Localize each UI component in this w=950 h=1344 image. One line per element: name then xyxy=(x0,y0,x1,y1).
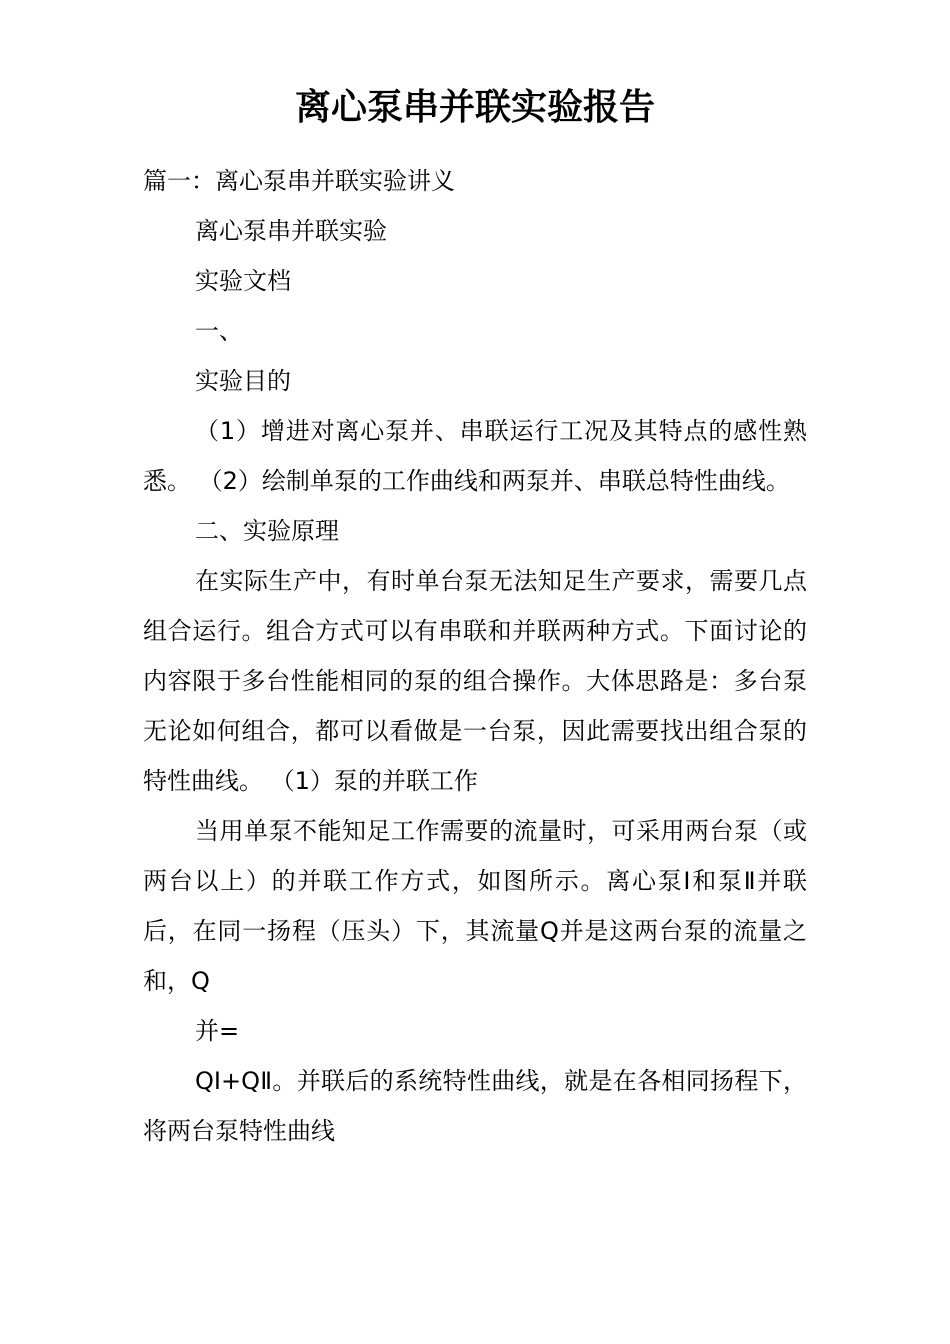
paragraph-formula-part1: 并= xyxy=(195,1017,240,1045)
paragraph-doc-label: 实验文档 xyxy=(195,267,291,295)
paragraph-subtitle: 离心泵串并联实验 xyxy=(195,217,387,245)
paragraph-heading-principle: 二、实验原理 xyxy=(195,517,339,545)
paragraph-principle-body: 在实际生产中，有时单台泵无法知足生产要求，需要几点组合运行。组合方式可以有串联和并联两种方式。下面讨论的内容限于多台性能相同的泵的组合操作。大体思路是：多台泵无论如何组合，都可以看做是一台泵，因此需要找出组合泵的特性曲线。 （1）泵的并联工作 xyxy=(143,567,807,795)
paragraph-section-heading: 篇一：离心泵串并联实验讲义 xyxy=(143,167,455,195)
paragraph-section-number: 一、 xyxy=(195,317,243,345)
document-body xyxy=(143,156,807,1156)
document-title: 离心泵串并联实验报告 xyxy=(294,86,655,128)
paragraph-heading-purpose: 实验目的 xyxy=(195,367,291,395)
paragraph-parallel-body: 当用单泵不能知足工作需要的流量时，可采用两台泵（或两台以上）的并联工作方式，如图所示。离心泵Ⅰ和泵Ⅱ并联后，在同一扬程（压头）下，其流量Q并是这两台泵的流量之和，Q xyxy=(143,817,807,995)
paragraph-formula-part2: QI+QⅡ。并联后的系统特性曲线，就是在各相同扬程下，将两台泵特性曲线 xyxy=(143,1067,807,1145)
paragraph-purpose-body: （1）增进对离心泵并、串联运行工况及其特点的感性熟悉。 （2）绘制单泵的工作曲线和两泵并、串联总特性曲线。 xyxy=(143,417,807,495)
